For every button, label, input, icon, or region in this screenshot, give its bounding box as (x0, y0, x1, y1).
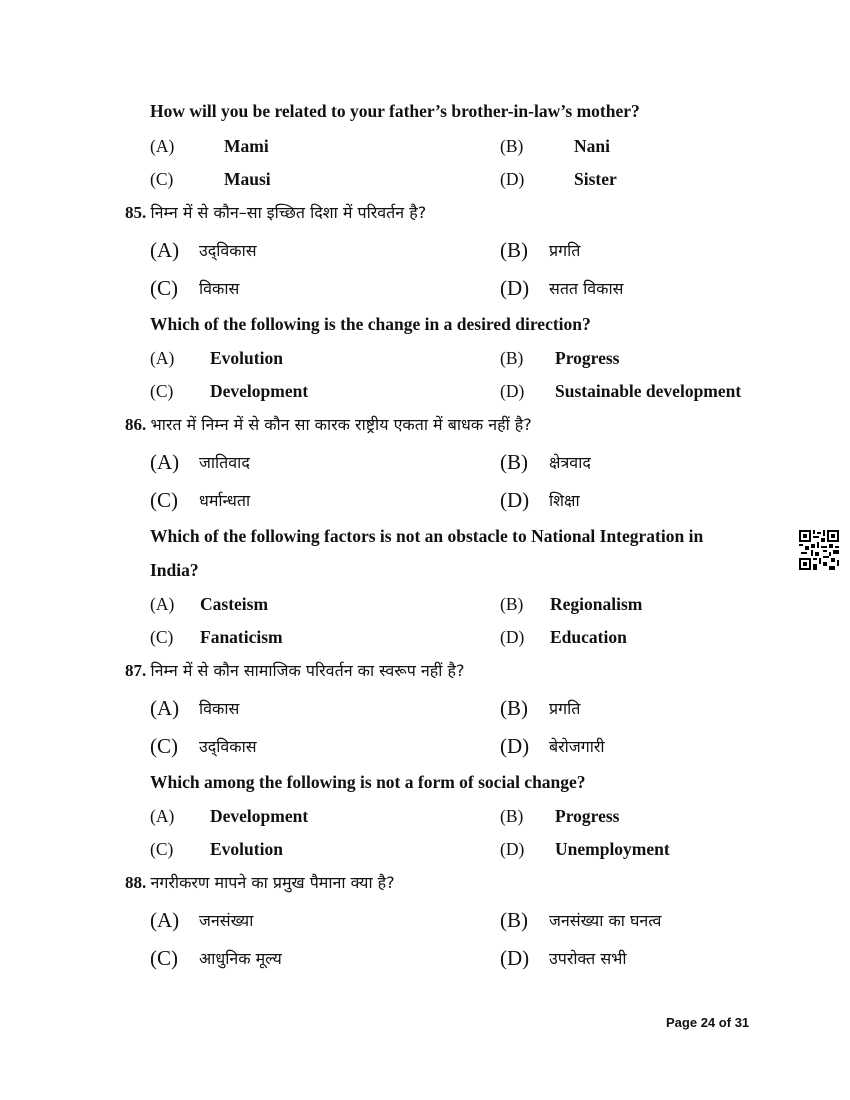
option-text: Development (210, 381, 309, 401)
q87-hi-question (125, 662, 465, 679)
option-text: आधुनिक मूल्य (199, 949, 282, 968)
option-text: Evolution (210, 348, 283, 368)
option-label: (D) (500, 488, 530, 512)
option-text: उद्‌विकास (199, 241, 257, 260)
option-text: बेरोजगारी (549, 737, 605, 756)
option-label: (B) (500, 450, 528, 474)
option-text: Education (550, 627, 627, 647)
option-label: (D) (500, 381, 525, 401)
question-text-hindi: नगरीकरण मापने का प्रमुख पैमाना क्या है? (150, 873, 395, 892)
q88-hi-question (125, 874, 395, 891)
option-label: (B) (500, 806, 524, 826)
option-text: शिक्षा (549, 491, 580, 510)
option-text: जातिवाद (199, 453, 250, 472)
q84-en-question: How will you be related to your father’s brother-in-law’s mother? (150, 101, 640, 121)
option-text: प्रगति (549, 699, 581, 718)
option-label: (B) (500, 238, 528, 262)
option-label: (B) (500, 136, 524, 156)
question-text-hindi: निम्न में से कौन सामाजिक परिवर्तन का स्वरूप नहीं है? (150, 661, 465, 680)
total-pages: 31 (734, 1015, 750, 1030)
q86-en-question-line1: Which of the following factors is not an obstacle to National Integration in (150, 526, 704, 546)
question-text-hindi: भारत में निम्न में से कौन सा कारक राष्ट्रीय एकता में बाधक नहीं है? (150, 415, 532, 434)
option-label: (A) (150, 136, 175, 156)
option-label: (A) (150, 594, 175, 614)
option-text: प्रगति (549, 241, 581, 260)
option-text: Fanaticism (200, 627, 283, 647)
q86-hi-question (125, 416, 532, 433)
option-label: (B) (500, 696, 528, 720)
option-label: (D) (500, 734, 530, 758)
question-number: 88. (125, 873, 147, 892)
option-label: (C) (150, 627, 174, 647)
option-text: Sustainable development (555, 381, 742, 401)
option-text: विकास (199, 699, 240, 718)
option-label: (A) (150, 238, 180, 262)
option-label: (C) (150, 488, 178, 512)
q87-en-question: Which among the following is not a form of social change? (150, 772, 586, 792)
option-text: जनसंख्या का घनत्व (549, 911, 662, 930)
option-label: (C) (150, 839, 174, 859)
page-word: Page (666, 1015, 698, 1030)
option-label: (B) (500, 908, 528, 932)
option-text: Unemployment (555, 839, 670, 859)
option-label: (D) (500, 946, 530, 970)
option-label: (A) (150, 908, 180, 932)
q85-hi-question (125, 204, 426, 221)
option-label: (D) (500, 627, 525, 647)
q86-en-question-line2: India? (150, 560, 199, 580)
question-text-hindi: निम्न में से कौन–सा इच्छित दिशा में परिवर्तन है? (150, 203, 427, 222)
option-text: क्षेत्रवाद (549, 453, 591, 472)
option-text: Casteism (200, 594, 269, 614)
question-number: 86. (125, 415, 147, 434)
option-label: (A) (150, 348, 175, 368)
option-label: (D) (500, 839, 525, 859)
option-text: सतत विकास (549, 279, 624, 298)
option-text: Regionalism (550, 594, 643, 614)
option-text: जनसंख्या (199, 911, 254, 930)
question-number: 85. (125, 203, 147, 222)
option-text: Mami (224, 136, 269, 156)
option-text: उद्‌विकास (199, 737, 257, 756)
question-number: 87. (125, 661, 147, 680)
option-label: (C) (150, 946, 178, 970)
page-number (666, 1015, 749, 1030)
option-label: (C) (150, 734, 178, 758)
option-label: (D) (500, 169, 525, 189)
option-text: धर्मान्धता (199, 491, 251, 510)
option-text: उपरोक्त सभी (549, 949, 627, 968)
option-text: Progress (555, 348, 620, 368)
option-text: विकास (199, 279, 240, 298)
option-label: (B) (500, 594, 524, 614)
option-label: (A) (150, 450, 180, 474)
option-text: Sister (574, 169, 617, 189)
option-label: (C) (150, 169, 174, 189)
q85-en-question: Which of the following is the change in a desired direction? (150, 314, 591, 334)
option-label: (A) (150, 806, 175, 826)
of-word: of (718, 1015, 732, 1030)
current-page: 24 (700, 1015, 716, 1030)
option-text: Evolution (210, 839, 283, 859)
option-text: Nani (574, 136, 610, 156)
option-text: Development (210, 806, 309, 826)
option-label: (D) (500, 276, 530, 300)
option-label: (B) (500, 348, 524, 368)
option-label: (A) (150, 696, 180, 720)
option-text: Progress (555, 806, 620, 826)
qr-code-icon (799, 530, 839, 570)
option-label: (C) (150, 381, 174, 401)
option-text: Mausi (224, 169, 271, 189)
option-label: (C) (150, 276, 178, 300)
